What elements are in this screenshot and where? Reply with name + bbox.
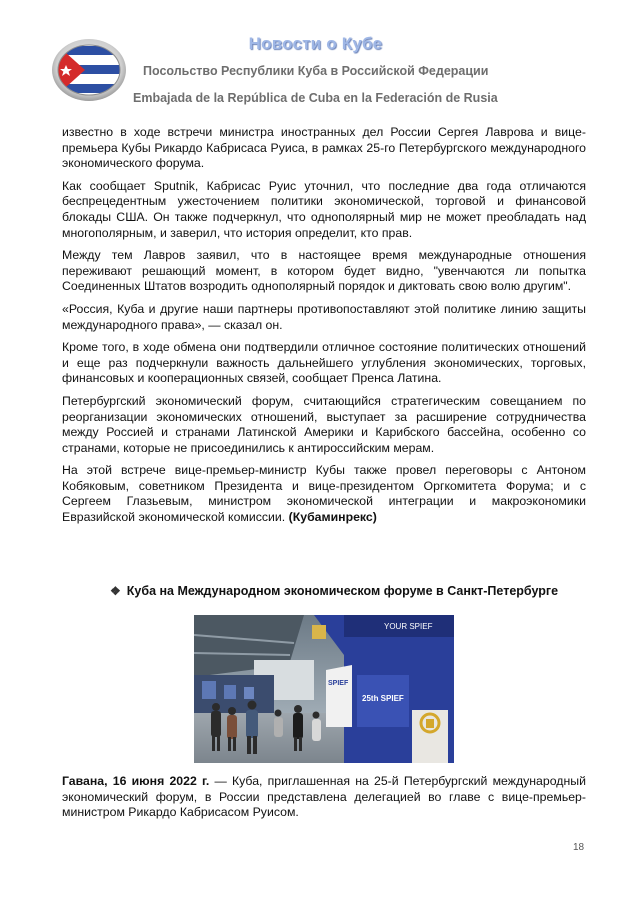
photo-sign-your-spief: YOUR SPIEF [384, 622, 433, 631]
newsletter-title: Новости о Кубе [248, 34, 383, 53]
page-number: 18 [573, 842, 585, 853]
forum-photo [194, 615, 454, 763]
article-paragraph-7 [62, 463, 586, 525]
article-body [62, 125, 586, 533]
photo-sign-spief: SPIEF [328, 680, 349, 687]
article-paragraph-3: Между тем Лавров заявил, что в настоящее время международные отношения переживают решающий момент, в котором будет видно, "увенчаются ли попытка Соединенных Штатов возродить однополярный порядок и диктовать свою волю другим". [62, 248, 586, 294]
article-paragraph-4: «Россия, Куба и другие наши партнеры противопоставляют этой политике линию защиты международного права», — сказал он. [62, 301, 586, 332]
article-lead [62, 774, 586, 828]
paragraph-7-text: На этой встрече вице-премьер-министр Кубы также провел переговоры с Антоном Кобяковым, советником Президента и вице-президентом Оргкомитета Форума; и с Сергеем Глазьевым, министром экономической интеграции и макроэкономики Евразийской экономической комиссии. [62, 463, 586, 525]
source-credit: (Кубаминрекс) [288, 510, 377, 525]
embassy-name-ru: Посольство Республики Куба в Российской Федерации [143, 64, 489, 78]
section-heading [110, 584, 558, 598]
diamond-bullet-icon: ❖ [110, 584, 121, 598]
article-paragraph-2: Как сообщает Sputnik, Кабрисас Руис уточнил, что последние два года отличаются беспрецедентным ужесточением политики экономической, торговой и финансовой блокады США. Он также подчеркнул, что однополярный мир не может преобладать над многополярным, и заверил, что история определит, кто прав. [62, 178, 586, 240]
dateline: Гавана, 16 июня 2022 г. [62, 774, 210, 788]
lead-paragraph [62, 774, 586, 821]
article-paragraph-1: известно в ходе встречи министра иностранных дел России Сергея Лаврова и вице-премьера Кубы Рикардо Кабрисаса Руиса, в рамках 25-го Петербургского международного экономического форума. [62, 125, 586, 171]
embassy-name-es: Embajada de la República de Cuba en la Federación de Rusia [133, 91, 498, 105]
photo-sign-25th: 25th SPIEF [362, 694, 404, 703]
section-heading-text: Куба на Международном экономическом форуме в Санкт-Петербурге [126, 584, 559, 598]
article-paragraph-6: Петербургский экономический форум, считающийся стратегическим совещанием по реорганизации экономических отношений, выступает за расширение сотрудничества между Россией и странами Латинской Америки и Карибского бассейна, особенно со странами, которые не присоединились к антироссийским мерам. [62, 393, 586, 455]
lead-text: — Куба, приглашенная на 25-й Петербургский международный экономический форум, в России представлена делегацией во главе с вице-премьер-министром Рикардо Кабрисасом Руисом. [62, 774, 586, 820]
article-paragraph-5: Кроме того, в ходе обмена они подтвердили отличное состояние политических отношений и еще раз подчеркнули важность дальнейшего углубления экономических, торговых, финансовых и кооперационных связей, сообщает Пренса Латина. [62, 340, 586, 386]
